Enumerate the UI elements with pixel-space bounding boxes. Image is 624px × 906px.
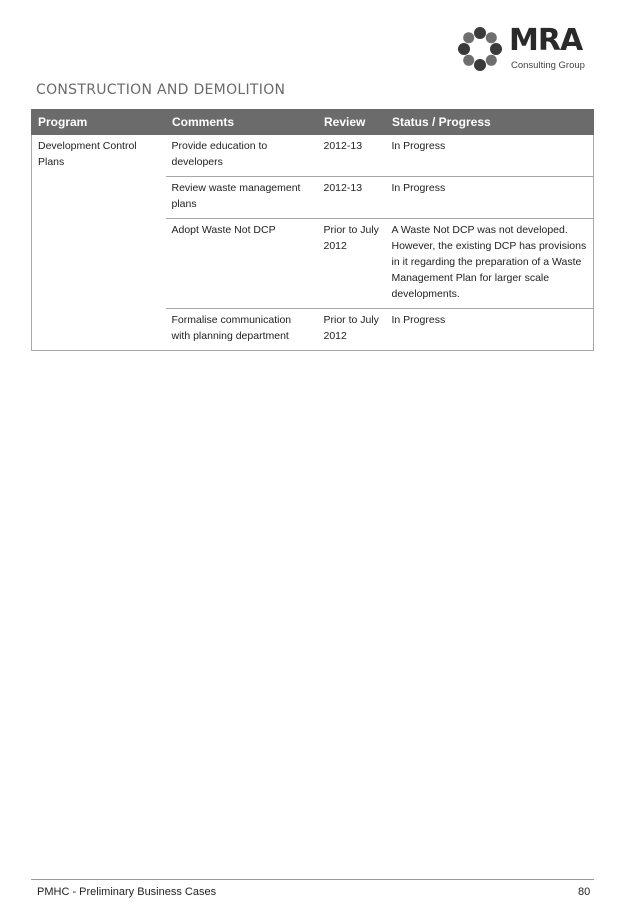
review-cell: Prior to July 2012 (318, 219, 386, 309)
program-cell: Development Control Plans (32, 135, 166, 351)
header-comments: Comments (166, 110, 318, 135)
comment-cell: Review waste management plans (166, 177, 318, 219)
review-cell: Prior to July 2012 (318, 309, 386, 351)
review-cell: 2012-13 (318, 177, 386, 219)
logo-wordmark: MRA (509, 23, 583, 58)
table-header-row (32, 110, 594, 135)
logo-subtitle: Consulting Group (511, 60, 585, 71)
header-status: Status / Progress (386, 110, 594, 135)
comment-cell: Provide education to developers (166, 135, 318, 177)
header-program: Program (32, 110, 166, 135)
page-number: 80 (578, 886, 591, 898)
status-cell: In Progress (386, 309, 594, 351)
table-row (32, 135, 594, 177)
review-cell: 2012-13 (318, 135, 386, 177)
status-cell: A Waste Not DCP was not developed. However, the existing DCP has provisions in it regarding the preparation of a Waste Management Plan for larger scale developments. (386, 219, 594, 309)
footer-document-title: PMHC - Preliminary Business Cases (37, 886, 217, 898)
section-title: CONSTRUCTION AND DEMOLITION (36, 82, 286, 98)
header-review: Review (318, 110, 386, 135)
program-table (31, 109, 594, 351)
mra-emblem-icon (455, 24, 505, 74)
comment-cell: Adopt Waste Not DCP (166, 219, 318, 309)
status-cell: In Progress (386, 135, 594, 177)
status-cell: In Progress (386, 177, 594, 219)
comment-cell: Formalise communication with planning department (166, 309, 318, 351)
footer-divider (31, 879, 594, 880)
mra-logo (455, 22, 595, 74)
